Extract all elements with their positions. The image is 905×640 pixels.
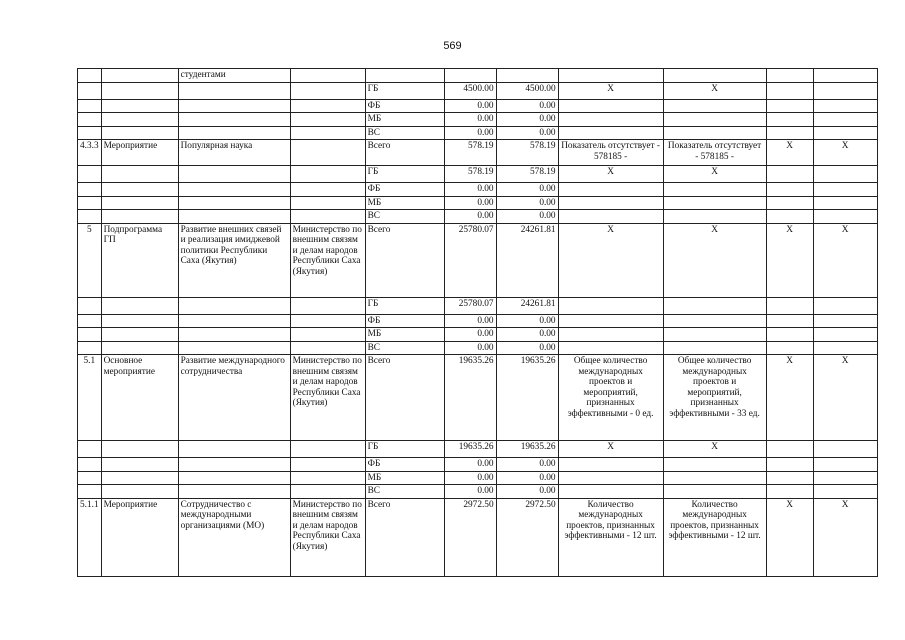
cell-type — [101, 471, 178, 485]
cell-x2 — [813, 113, 877, 127]
cell-x1 — [766, 166, 813, 183]
cell-src: МБ — [365, 471, 444, 485]
cell-pp: Общее количество международных проектов и мероприятий, признанных эффективными - 0 ед. — [558, 355, 663, 441]
cell-x2 — [813, 341, 877, 355]
cell-org — [290, 166, 365, 183]
cell-org — [290, 471, 365, 485]
cell-n — [78, 82, 102, 99]
cell-fact: 0.00 — [496, 471, 558, 485]
cell-x2 — [813, 328, 877, 342]
cell-pf — [663, 458, 766, 472]
cell-name — [178, 297, 290, 314]
cell-plan: 0.00 — [444, 196, 496, 210]
cell-fact: 4500.00 — [496, 82, 558, 99]
cell-type — [101, 166, 178, 183]
cell-n: 4.3.3 — [78, 140, 102, 166]
cell-type — [101, 458, 178, 472]
cell-type — [101, 441, 178, 458]
cell-type: Основное мероприятие — [101, 355, 178, 441]
cell-n: 5.1 — [78, 355, 102, 441]
cell-fact: 578.19 — [496, 166, 558, 183]
cell-fact: 0.00 — [496, 126, 558, 140]
cell-pp — [558, 99, 663, 113]
cell-x2 — [813, 441, 877, 458]
cell-type — [101, 210, 178, 224]
cell-pp — [558, 471, 663, 485]
cell-name — [178, 196, 290, 210]
cell-src: ВС — [365, 341, 444, 355]
page-number: 569 — [443, 40, 462, 52]
cell-org — [290, 69, 365, 83]
cell-plan: 25780.07 — [444, 223, 496, 297]
program-report-table — [77, 68, 878, 577]
cell-src: ГБ — [365, 441, 444, 458]
cell-org — [290, 485, 365, 499]
cell-x1 — [766, 126, 813, 140]
cell-pf: X — [663, 166, 766, 183]
cell-src: МБ — [365, 196, 444, 210]
cell-name — [178, 183, 290, 197]
cell-pp — [558, 183, 663, 197]
table-row — [78, 485, 878, 499]
table-row — [78, 458, 878, 472]
cell-n — [78, 341, 102, 355]
cell-pf: X — [663, 223, 766, 297]
cell-src: Всего — [365, 140, 444, 166]
cell-x2 — [813, 297, 877, 314]
cell-pp — [558, 328, 663, 342]
cell-x2: X — [813, 355, 877, 441]
cell-src: ФБ — [365, 458, 444, 472]
cell-n — [78, 196, 102, 210]
cell-type — [101, 82, 178, 99]
cell-x2 — [813, 126, 877, 140]
cell-x1 — [766, 196, 813, 210]
cell-org — [290, 458, 365, 472]
cell-fact: 0.00 — [496, 458, 558, 472]
cell-pp: X — [558, 223, 663, 297]
cell-pp — [558, 210, 663, 224]
cell-x1 — [766, 441, 813, 458]
cell-name: Сотрудничество с международными организациями (МО) — [178, 498, 290, 576]
cell-pf: X — [663, 82, 766, 99]
table-row — [78, 297, 878, 314]
cell-pp — [558, 196, 663, 210]
cell-name — [178, 341, 290, 355]
cell-org — [290, 196, 365, 210]
cell-n — [78, 126, 102, 140]
cell-fact: 0.00 — [496, 314, 558, 328]
table-row — [78, 196, 878, 210]
cell-x1: X — [766, 140, 813, 166]
cell-pf — [663, 183, 766, 197]
cell-x1 — [766, 99, 813, 113]
cell-pf — [663, 69, 766, 83]
cell-n — [78, 471, 102, 485]
cell-n — [78, 441, 102, 458]
table-row — [78, 183, 878, 197]
cell-pp — [558, 113, 663, 127]
cell-pp: X — [558, 82, 663, 99]
cell-x2 — [813, 485, 877, 499]
cell-x2 — [813, 69, 877, 83]
cell-plan: 578.19 — [444, 166, 496, 183]
table-row — [78, 126, 878, 140]
cell-org — [290, 140, 365, 166]
cell-org — [290, 297, 365, 314]
cell-pp — [558, 126, 663, 140]
cell-type — [101, 314, 178, 328]
cell-org: Министерство по внешним связям и делам народов Республики Саха (Якутия) — [290, 355, 365, 441]
cell-x1 — [766, 471, 813, 485]
cell-name: студентами — [178, 69, 290, 83]
cell-name — [178, 99, 290, 113]
cell-plan: 0.00 — [444, 210, 496, 224]
cell-org: Министерство по внешним связям и делам народов Республики Саха (Якутия) — [290, 223, 365, 297]
cell-fact: 0.00 — [496, 196, 558, 210]
cell-name — [178, 328, 290, 342]
cell-pf: Общее количество международных проектов и мероприятий, признанных эффективными - 33 ед. — [663, 355, 766, 441]
table-row — [78, 355, 878, 441]
cell-x1 — [766, 210, 813, 224]
cell-pf — [663, 196, 766, 210]
table-row — [78, 210, 878, 224]
cell-src: ВС — [365, 126, 444, 140]
cell-x1 — [766, 314, 813, 328]
table-row — [78, 341, 878, 355]
cell-x2 — [813, 82, 877, 99]
cell-x1 — [766, 485, 813, 499]
table-row — [78, 223, 878, 297]
cell-pf — [663, 297, 766, 314]
cell-x1 — [766, 113, 813, 127]
cell-org — [290, 99, 365, 113]
cell-x1 — [766, 82, 813, 99]
cell-type — [101, 113, 178, 127]
cell-x1 — [766, 183, 813, 197]
cell-pp — [558, 341, 663, 355]
cell-pf — [663, 471, 766, 485]
cell-fact: 24261.81 — [496, 297, 558, 314]
cell-n — [78, 210, 102, 224]
cell-pf — [663, 99, 766, 113]
cell-plan: 0.00 — [444, 99, 496, 113]
table-row — [78, 69, 878, 83]
cell-plan: 0.00 — [444, 183, 496, 197]
cell-plan: 19635.26 — [444, 441, 496, 458]
cell-n — [78, 113, 102, 127]
cell-plan: 0.00 — [444, 328, 496, 342]
cell-n — [78, 166, 102, 183]
cell-n: 5.1.1 — [78, 498, 102, 576]
cell-plan: 0.00 — [444, 113, 496, 127]
cell-plan: 19635.26 — [444, 355, 496, 441]
cell-plan: 0.00 — [444, 314, 496, 328]
cell-n — [78, 69, 102, 83]
cell-pf: Количество международных проектов, признанных эффективными - 12 шт. — [663, 498, 766, 576]
cell-src: ГБ — [365, 166, 444, 183]
cell-fact: 0.00 — [496, 328, 558, 342]
cell-src: ВС — [365, 485, 444, 499]
cell-pp: Количество международных проектов, признанных эффективными - 12 шт. — [558, 498, 663, 576]
cell-n — [78, 297, 102, 314]
cell-x1 — [766, 341, 813, 355]
cell-n — [78, 328, 102, 342]
cell-src: Всего — [365, 223, 444, 297]
cell-pf — [663, 113, 766, 127]
cell-src — [365, 69, 444, 83]
cell-pp: X — [558, 441, 663, 458]
cell-x2 — [813, 314, 877, 328]
cell-type — [101, 69, 178, 83]
cell-fact: 0.00 — [496, 183, 558, 197]
cell-x2: X — [813, 140, 877, 166]
cell-n: 5 — [78, 223, 102, 297]
table-row — [78, 166, 878, 183]
cell-fact: 0.00 — [496, 341, 558, 355]
cell-plan: 0.00 — [444, 458, 496, 472]
cell-x2 — [813, 196, 877, 210]
cell-type: Мероприятие — [101, 140, 178, 166]
table-row — [78, 314, 878, 328]
cell-type: Мероприятие — [101, 498, 178, 576]
cell-x1 — [766, 297, 813, 314]
cell-name — [178, 471, 290, 485]
cell-plan: 0.00 — [444, 471, 496, 485]
table-row — [78, 441, 878, 458]
table-row — [78, 328, 878, 342]
table-row — [78, 498, 878, 576]
cell-fact: 0.00 — [496, 485, 558, 499]
cell-name — [178, 210, 290, 224]
cell-name: Развитие международного сотрудничества — [178, 355, 290, 441]
cell-x1 — [766, 458, 813, 472]
cell-type — [101, 183, 178, 197]
cell-name — [178, 113, 290, 127]
cell-x1 — [766, 328, 813, 342]
table-body — [78, 69, 878, 577]
table-row — [78, 113, 878, 127]
cell-type — [101, 196, 178, 210]
table-row — [78, 82, 878, 99]
cell-x2 — [813, 210, 877, 224]
cell-pf — [663, 210, 766, 224]
cell-plan: 0.00 — [444, 485, 496, 499]
cell-src: Всего — [365, 355, 444, 441]
cell-x2 — [813, 471, 877, 485]
cell-fact: 19635.26 — [496, 441, 558, 458]
cell-pp: X — [558, 166, 663, 183]
cell-fact: 2972.50 — [496, 498, 558, 576]
cell-type — [101, 99, 178, 113]
cell-pf: X — [663, 441, 766, 458]
cell-src: ФБ — [365, 99, 444, 113]
cell-plan — [444, 69, 496, 83]
cell-n — [78, 183, 102, 197]
cell-x1: X — [766, 498, 813, 576]
cell-plan: 578.19 — [444, 140, 496, 166]
cell-pp — [558, 69, 663, 83]
cell-x2 — [813, 458, 877, 472]
cell-name — [178, 314, 290, 328]
cell-pf — [663, 314, 766, 328]
cell-plan: 0.00 — [444, 341, 496, 355]
cell-pp — [558, 297, 663, 314]
cell-type — [101, 297, 178, 314]
cell-x1 — [766, 69, 813, 83]
cell-pf — [663, 126, 766, 140]
cell-src: ФБ — [365, 183, 444, 197]
cell-n — [78, 314, 102, 328]
cell-fact: 24261.81 — [496, 223, 558, 297]
cell-org — [290, 210, 365, 224]
cell-x1: X — [766, 223, 813, 297]
cell-org — [290, 341, 365, 355]
cell-plan: 25780.07 — [444, 297, 496, 314]
cell-fact: 0.00 — [496, 99, 558, 113]
cell-pp — [558, 485, 663, 499]
cell-src: Всего — [365, 498, 444, 576]
cell-org — [290, 82, 365, 99]
cell-pp: Показатель отсутствует - 578185 - — [558, 140, 663, 166]
cell-x2 — [813, 166, 877, 183]
cell-name — [178, 485, 290, 499]
cell-fact: 19635.26 — [496, 355, 558, 441]
cell-src: МБ — [365, 113, 444, 127]
cell-plan: 0.00 — [444, 126, 496, 140]
cell-fact: 578.19 — [496, 140, 558, 166]
cell-org — [290, 328, 365, 342]
cell-pp — [558, 314, 663, 328]
cell-pp — [558, 458, 663, 472]
cell-org: Министерство по внешним связям и делам народов Республики Саха (Якутия) — [290, 498, 365, 576]
cell-org — [290, 441, 365, 458]
cell-type — [101, 485, 178, 499]
cell-fact: 0.00 — [496, 113, 558, 127]
cell-n — [78, 485, 102, 499]
cell-type — [101, 341, 178, 355]
cell-x2 — [813, 183, 877, 197]
cell-x1: X — [766, 355, 813, 441]
page-bottom-margin — [0, 599, 905, 640]
cell-src: ВС — [365, 210, 444, 224]
cell-name — [178, 458, 290, 472]
cell-org — [290, 113, 365, 127]
cell-name: Развитие внешних связей и реализация имиджевой политики Республики Саха (Якутия) — [178, 223, 290, 297]
cell-name — [178, 126, 290, 140]
cell-type — [101, 126, 178, 140]
cell-n — [78, 458, 102, 472]
cell-name — [178, 82, 290, 99]
cell-src: ФБ — [365, 314, 444, 328]
cell-name — [178, 166, 290, 183]
cell-pf: Показатель отсутствует - 578185 - — [663, 140, 766, 166]
table-row — [78, 471, 878, 485]
cell-n — [78, 99, 102, 113]
cell-plan: 2972.50 — [444, 498, 496, 576]
cell-name — [178, 441, 290, 458]
cell-name: Популярная наука — [178, 140, 290, 166]
cell-src: МБ — [365, 328, 444, 342]
cell-src: ГБ — [365, 82, 444, 99]
cell-plan: 4500.00 — [444, 82, 496, 99]
table-row — [78, 140, 878, 166]
cell-x2 — [813, 99, 877, 113]
cell-fact: 0.00 — [496, 210, 558, 224]
cell-pf — [663, 328, 766, 342]
cell-org — [290, 314, 365, 328]
cell-fact — [496, 69, 558, 83]
cell-pf — [663, 341, 766, 355]
cell-org — [290, 126, 365, 140]
cell-x2: X — [813, 223, 877, 297]
cell-type: Подпрограмма ГП — [101, 223, 178, 297]
table-row — [78, 99, 878, 113]
cell-pf — [663, 485, 766, 499]
cell-x2: X — [813, 498, 877, 576]
cell-type — [101, 328, 178, 342]
cell-org — [290, 183, 365, 197]
cell-src: ГБ — [365, 297, 444, 314]
